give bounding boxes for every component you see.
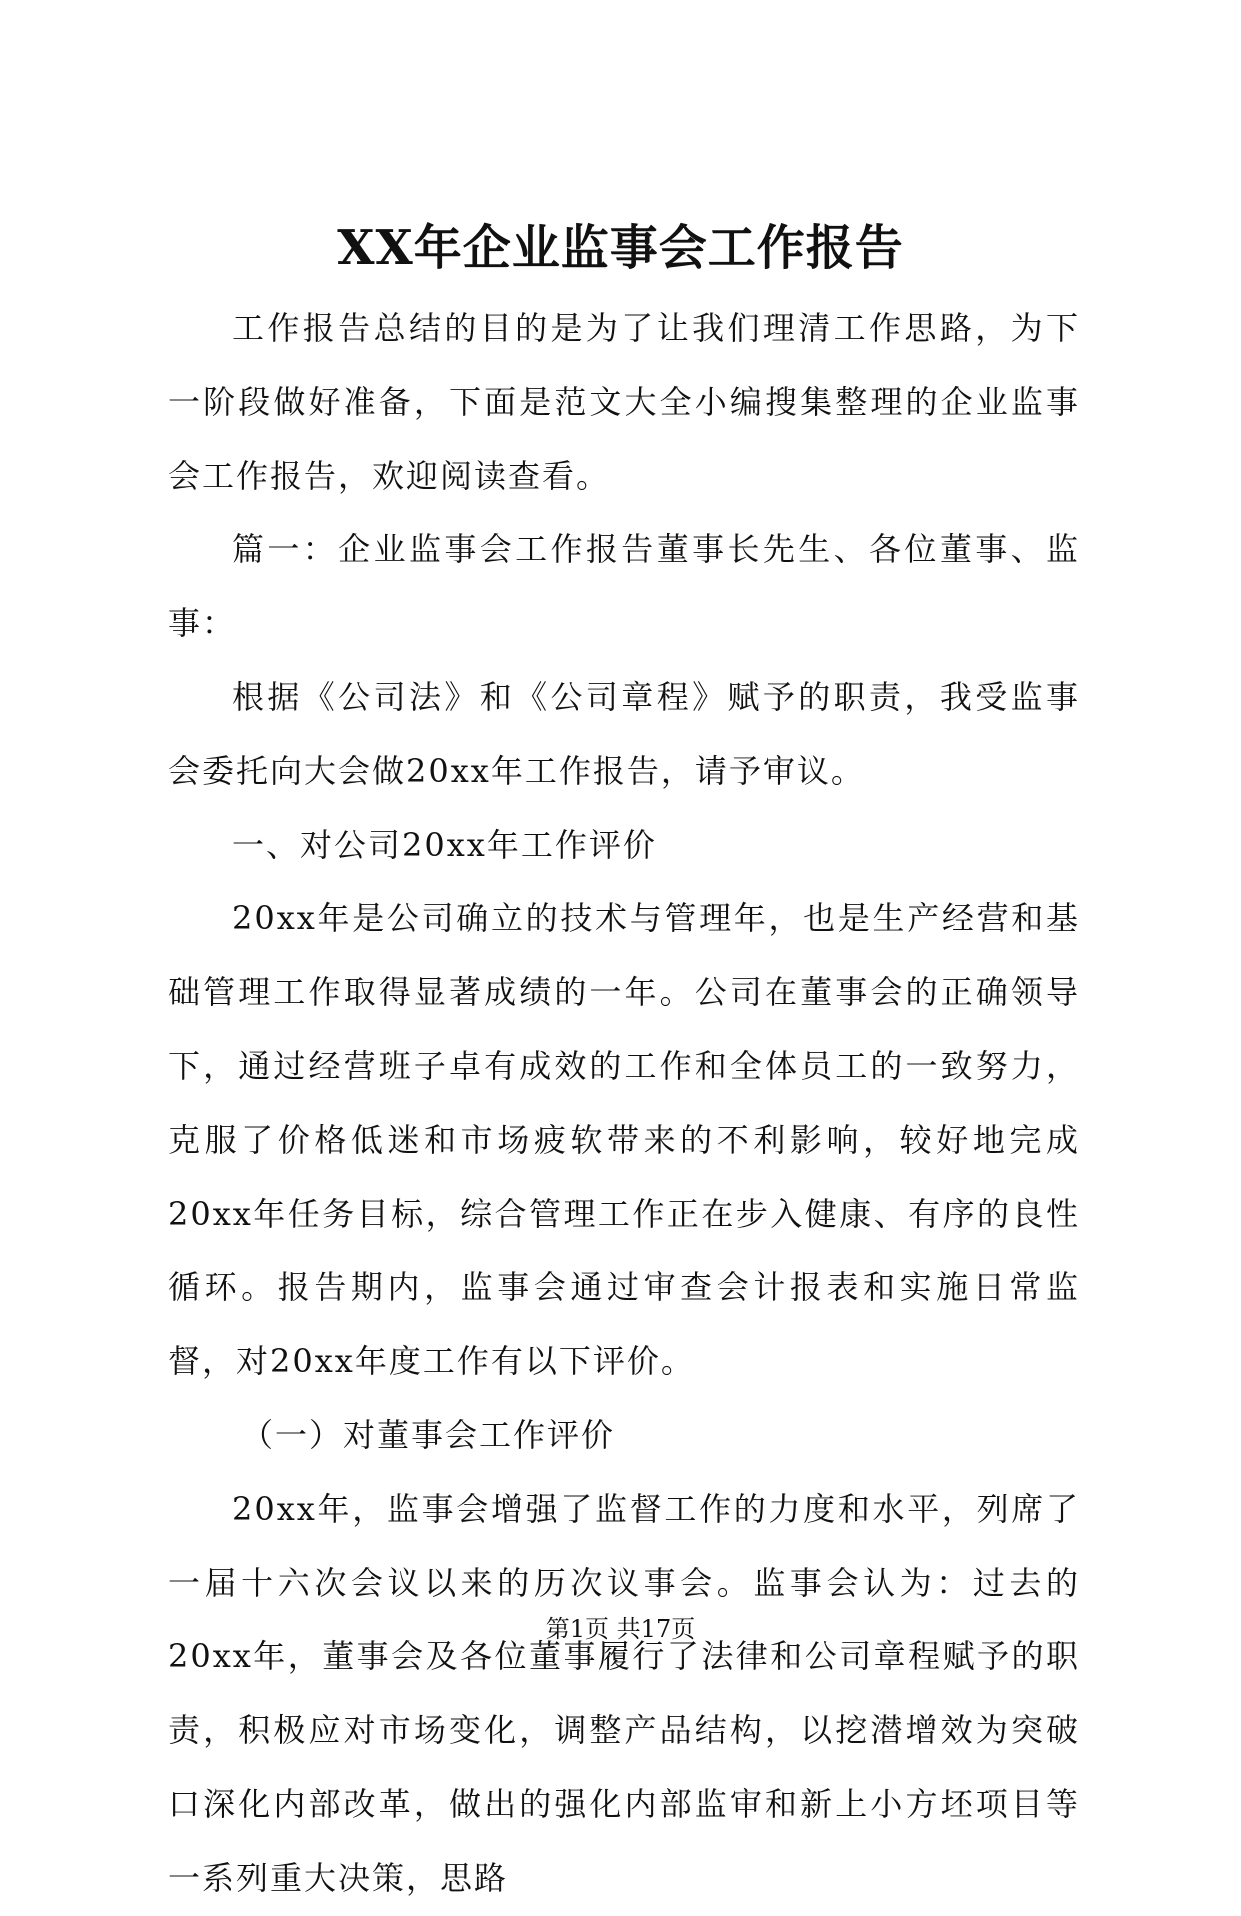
paragraph-chapter-one: 篇一：企业监事会工作报告董事长先生、各位董事、监事： [168,530,1080,643]
section-heading-evaluation: 一、对公司20xx年工作评价 [232,825,657,864]
paragraph-board-review: 20xx年，监事会增强了监督工作的力度和水平，列席了一届十六次会议以来的历次议事会。监事会认为：过去的20xx年，董事会及各位董事履行了法律和公司章程赋予的职责，积极应对市场变化，调整产品结构，以挖潜增效为突破口深化内部改革，做出的强化内部监审和新上小方坯项目等一系列重大决策，思路 [168,1489,1080,1897]
paragraph-intro: 工作报告总结的目的是为了让我们理清工作思路，为下一阶段做好准备，下面是范文大全小编搜集整理的企业监事会工作报告，欢迎阅读查看。 [168,309,1080,495]
subsection-heading-board: （一）对董事会工作评价 [241,1415,616,1454]
document-title: XX年企业监事会工作报告 [337,220,904,276]
paragraph-annual-review: 20xx年是公司确立的技术与管理年，也是生产经营和基础管理工作取得显著成绩的一年。公司在董事会的正确领导下，通过经营班子卓有成效的工作和全体员工的一致努力，克服了价格低迷和市场疲软带来的不利影响，较好地完成20xx年任务目标，综合管理工作正在步入健康、有序的良性循环。报告期内，监事会通过审查会计报表和实施日常监督，对20xx年度工作有以下评价。 [168,899,1080,1381]
paragraph-mandate: 根据《公司法》和《公司章程》赋予的职责，我受监事会委托向大会做20xx年工作报告，请予审议。 [168,677,1080,790]
page-indicator: 第1页 共17页 [545,1615,696,1643]
document-body [168,292,1080,1916]
